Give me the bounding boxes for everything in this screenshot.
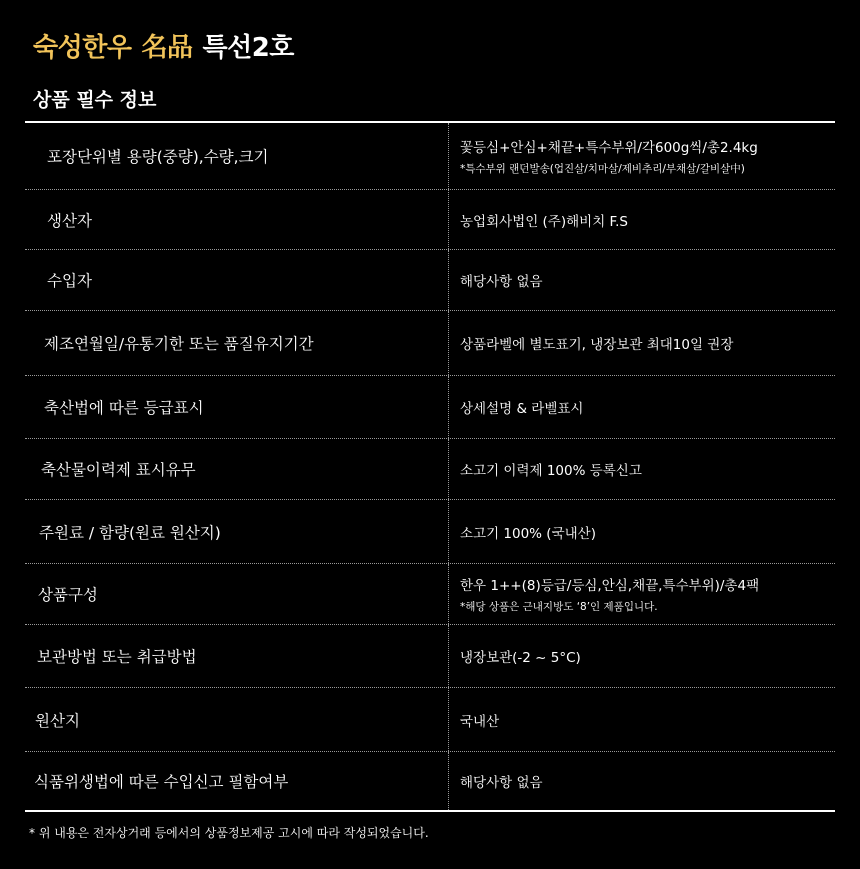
- row-label: 포장단위별 용량(중량),수량,크기: [25, 123, 449, 189]
- row-value: [449, 311, 835, 375]
- row-note: *특수부위 랜던발송(업진살/치마살/제비추리/부채살/갈비살中): [460, 163, 745, 175]
- title-brand: 숙성한우: [33, 33, 132, 63]
- table-row: [25, 752, 835, 810]
- row-value-text: 농업회사법인 (주)해비치 F.S: [460, 213, 628, 230]
- row-label: 원산지: [25, 688, 449, 751]
- page-title: [33, 27, 294, 67]
- table-row: [25, 123, 835, 190]
- table-row: [25, 376, 835, 439]
- table-row: [25, 190, 835, 250]
- row-value-text: 해당사항 없음: [460, 274, 543, 290]
- row-value-text: 해당사항 없음: [460, 775, 543, 791]
- row-label: 축산물이력제 표시유무: [25, 439, 449, 499]
- row-value-text: 소고기 100% (국내산): [460, 525, 596, 542]
- title-product: 특선2호: [202, 33, 294, 63]
- row-value: [449, 625, 835, 687]
- row-value-text: 한우 1++(8)등급/등심,안심,채끝,특수부위)/총4팩: [460, 578, 760, 594]
- table-row: [25, 500, 835, 564]
- row-value: [449, 500, 835, 563]
- row-value-text: 상세설명 & 라벨표시: [460, 401, 584, 417]
- row-label: 수입자: [25, 250, 449, 310]
- row-label: 보관방법 또는 취급방법: [25, 625, 449, 687]
- table-row: [25, 564, 835, 625]
- row-value: [449, 564, 835, 624]
- row-value-text: 꽃등심+안심+채끝+특수부위/각600g씩/총2.4kg: [460, 140, 758, 156]
- footnote: * 위 내용은 전자상거래 등에서의 상품정보제공 고시에 따라 작성되었습니다.: [29, 826, 429, 840]
- row-value: [449, 190, 835, 249]
- row-value: [449, 376, 835, 438]
- row-value: [449, 250, 835, 310]
- row-value: [449, 688, 835, 751]
- table-row: [25, 625, 835, 688]
- row-label: 식품위생법에 따른 수입신고 필함여부: [25, 752, 449, 810]
- row-label: 주원료 / 함량(원료 원산지): [25, 500, 449, 563]
- row-note: *해당 상품은 근내지방도 ‘8’인 제품입니다.: [460, 601, 658, 613]
- row-value: [449, 123, 835, 189]
- table-row: [25, 688, 835, 752]
- product-info-table: [25, 121, 835, 812]
- row-value-text: 상품라벨에 별도표기, 냉장보관 최대10일 권장: [460, 337, 734, 353]
- row-label: 제조연월일/유통기한 또는 품질유지기간: [25, 311, 449, 375]
- row-value-text: 국내산: [460, 713, 500, 730]
- table-row: [25, 250, 835, 311]
- title-hanja: 名品: [141, 33, 193, 63]
- row-label: 축산법에 따른 등급표시: [25, 376, 449, 438]
- row-value: [449, 439, 835, 499]
- table-row: [25, 311, 835, 376]
- row-value: [449, 752, 835, 810]
- row-label: 생산자: [25, 190, 449, 249]
- row-value-text: 냉장보관(-2 ~ 5°C): [460, 650, 581, 666]
- table-row: [25, 439, 835, 500]
- row-label: 상품구성: [25, 564, 449, 624]
- section-subtitle: 상품 필수 정보: [33, 89, 157, 111]
- row-value-text: 소고기 이력제 100% 등록신고: [460, 463, 642, 479]
